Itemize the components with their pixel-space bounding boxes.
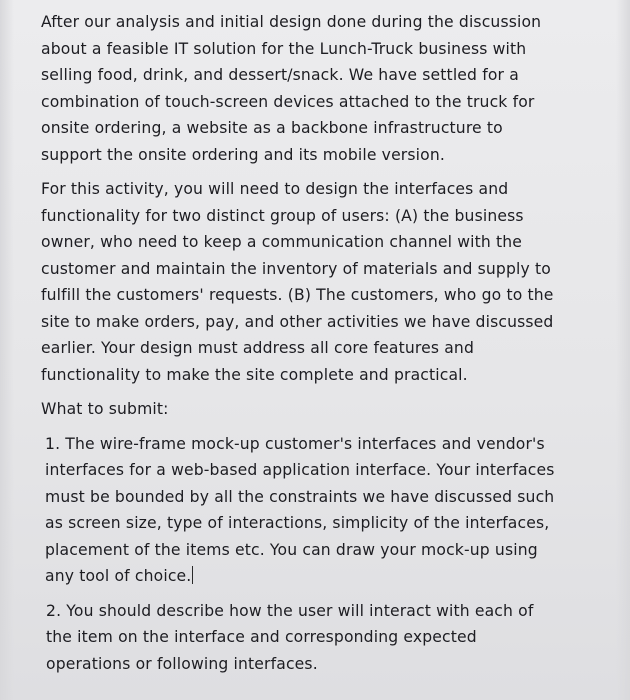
intro-paragraph: After our analysis and initial design done during the discussion about a feasible IT solution for the Lunch-Truck business with selling food, drink, and dessert/snack. We have settled for a combination of touch-screen devices attached to the truck for onsite ordering, a website as a backbone infrastructure to support the onsite ordering and its mobile version. xyxy=(41,13,542,164)
submission-item-2: 2. You should describe how the user will interact with each of the item on the interface and corresponding expected operations or following interfaces. xyxy=(46,601,534,673)
submission-item-1 xyxy=(41,431,609,590)
page-shadow-left xyxy=(0,0,14,700)
page-shadow-right xyxy=(616,0,630,700)
document-body[interactable] xyxy=(41,9,609,677)
activity-paragraph: For this activity, you will need to design the interfaces and functionality for two distinct group of users: (A) the business owner, who need to keep a communication channel with the customer and maintain the inventory of materials and supply to fulfill the customers' requests. (B) The customers, who go to the site to make orders, pay, and other activities we have discussed earlier. Your design must address all core features and functionality to make the site complete and practical. xyxy=(41,180,554,384)
submission-item-1-text: 1. The wire-frame mock-up customer's interfaces and vendor's interfaces for a web-based application interface. Your interfaces must be bounded by all the constraints we have discussed such as screen size, type of interactions, simplicity of the interfaces, placement of the items etc. You can draw your mock-up using any tool of choice. xyxy=(45,434,555,585)
submit-heading: What to submit: xyxy=(41,400,169,418)
text-cursor xyxy=(192,566,193,584)
